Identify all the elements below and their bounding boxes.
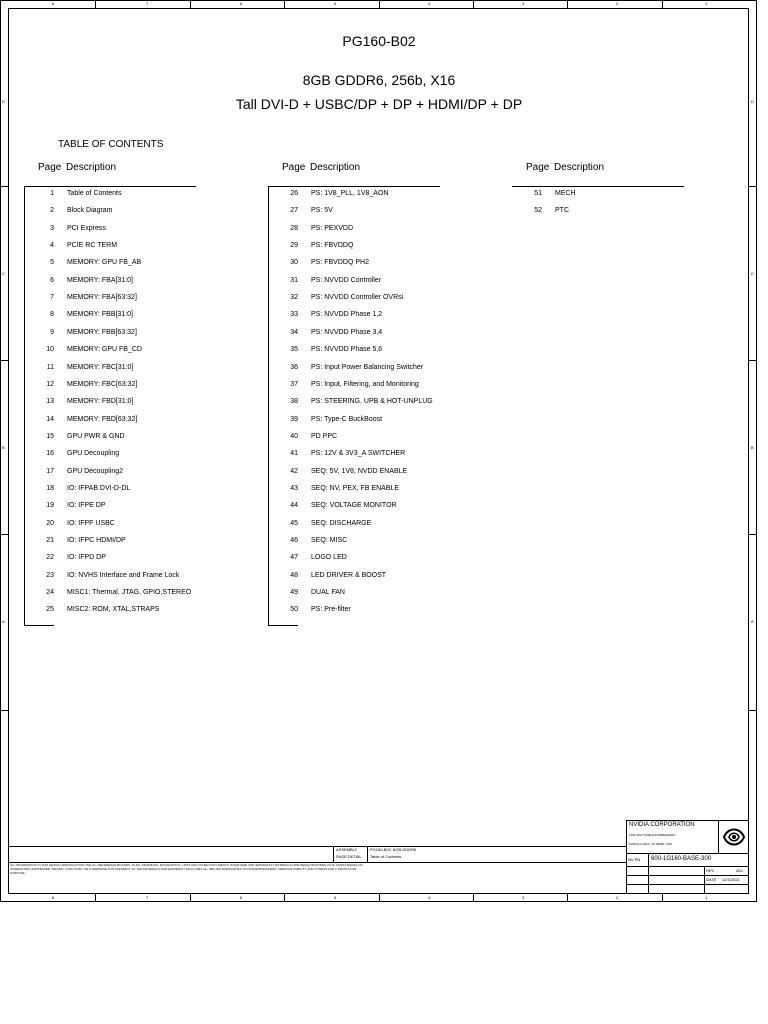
toc-entry-description: PS: NVVDD Phase 3,4	[311, 328, 383, 336]
toc-entry-page-number: 48	[290, 571, 298, 579]
zone-label: 6	[240, 895, 243, 900]
description-column-header: Description	[554, 162, 605, 173]
board-title: PG160-B02	[342, 33, 416, 49]
revision-value: A01	[736, 868, 744, 873]
toc-entry-description: SEQ: 5V, 1V8, NVDD ENABLE	[311, 467, 408, 475]
toc-entry-page-number: 18	[46, 484, 54, 492]
toc-entry-page-number: 42	[290, 467, 298, 475]
toc-entry-page-number: 33	[290, 311, 298, 319]
zone-label: 3	[522, 1, 525, 6]
toc-entry-description: SEQ: DISCHARGE	[311, 519, 372, 527]
toc-entry-page-number: 24	[46, 589, 54, 597]
toc-entry-page-number: 5	[50, 259, 54, 267]
zone-tick	[749, 534, 757, 535]
toc-entry-page-number: 45	[290, 519, 298, 527]
zone-label: B	[751, 445, 754, 450]
toc-entry-description: MISC1: Thermal, JTAG, GPIO,STEREO	[67, 589, 192, 597]
toc-entry-description: IO: IFPF USBC	[67, 519, 115, 527]
toc-entry-description: IO: NVHS Interface and Frame Lock	[67, 571, 180, 579]
toc-entry-page-number: 6	[50, 276, 54, 284]
toc-entry-page-number: 9	[50, 328, 54, 336]
toc-entry-page-number: 52	[534, 207, 542, 215]
toc-entry-description: PS: FBVDDQ	[311, 242, 354, 250]
toc-entry-description: PS: STEERING, UPB & HOT-UNPLUG	[311, 398, 433, 406]
toc-entry-page-number: 19	[46, 502, 54, 510]
toc-entry-description: MEMORY: FBA[31:0]	[67, 276, 134, 284]
zone-label: A	[751, 619, 754, 624]
zone-tick	[190, 0, 191, 8]
page-column-header: Page	[38, 162, 62, 173]
toc-entry-page-number: 39	[290, 415, 298, 423]
zone-tick	[567, 0, 568, 8]
nvidia-logo-icon	[720, 821, 748, 852]
toc-entry-description: MEMORY: FBA[63:32]	[67, 294, 137, 302]
zone-tick	[749, 360, 757, 361]
toc-entry-page-number: 43	[290, 484, 298, 492]
title-block-rule	[648, 853, 649, 894]
zone-tick	[379, 0, 380, 8]
toc-entry-description: PS: Pre-filter	[311, 606, 351, 614]
toc-entry-description: MEMORY: GPU FB_CD	[67, 346, 142, 354]
toc-entry-page-number: 47	[290, 554, 298, 562]
zone-tick	[0, 534, 8, 535]
toc-entry-description: LED DRIVER & BOOST	[311, 571, 387, 579]
description-column-header: Description	[310, 162, 361, 173]
toc-entry-description: PS: NVVDD Controller	[311, 276, 382, 284]
toc-entry-page-number: 35	[290, 346, 298, 354]
toc-entry-page-number: 29	[290, 242, 298, 250]
title-block-rule	[704, 866, 705, 894]
toc-entry-description: PCI Express	[67, 224, 106, 232]
legal-disclaimer: ALL INFORMATION IN THIS DESIGN SPECIFICATION AND ALL REFERENCE BOARDS, FILES, DRAWINGS, DIAGNOSTICS, LISTS AND OTHER DOCUMENTS (TOGETHER AND SEPARATELY MATERIALS) ARE BEING PROVIDED AS IS. NVIDIA MAKES NO WARRANTIES, EXPRESSED, IMPLIED, STATUTORY OR OTHERWISE WITH RESPECT TO THE MATERIALS AND EXPRESSLY DISCLAIMS ALL IMPLIED WARRANTIES OF NONINFRINGEMENT, MERCHANTABILITY, AND FITNESS FOR A PARTICULAR PURPOSE.	[10, 863, 363, 875]
toc-entry-page-number: 50	[290, 606, 298, 614]
zone-tick	[749, 710, 757, 711]
toc-entry-description: PD PPC	[311, 432, 338, 440]
toc-entry-description: PS: Type-C BuckBoost	[311, 415, 383, 423]
toc-entry-description: MEMORY: FBC[63:32]	[67, 380, 138, 388]
toc-entry-page-number: 2	[50, 207, 54, 215]
toc-entry-description: MECH	[555, 190, 576, 197]
toc-entry-page-number: 10	[46, 346, 54, 354]
zone-tick	[284, 0, 285, 8]
zone-tick	[0, 360, 8, 361]
zone-tick	[284, 894, 285, 902]
toc-entry-description: MEMORY: FBB[63:32]	[67, 328, 137, 336]
toc-entry-page-number: 3	[50, 224, 54, 232]
toc-entry-description: PS: FBVDDQ PH2	[311, 259, 369, 267]
zone-label: 2	[616, 1, 619, 6]
toc-heading: TABLE OF CONTENTS	[58, 139, 164, 150]
revision-label: REV	[706, 868, 715, 873]
zone-label: C	[751, 271, 754, 276]
toc-entry-page-number: 51	[534, 190, 542, 197]
zone-label: B	[2, 445, 5, 450]
zone-tick	[662, 0, 663, 8]
page-detail-label: PAGE DETAIL	[336, 854, 362, 859]
toc-entry-description: MEMORY: FBB[31:0]	[67, 311, 134, 319]
toc-entry-page-number: 23	[46, 571, 54, 579]
zone-tick	[473, 0, 474, 8]
toc-entry-description: PS: NVVDD Controller OVRsi	[311, 294, 404, 302]
zone-label: A	[2, 619, 5, 624]
zone-tick	[0, 186, 8, 187]
part-number-label: NV PN	[628, 857, 641, 862]
zone-tick	[0, 710, 8, 711]
toc-entry-description: PS: 12V & 3V3_A SWITCHER	[311, 450, 406, 458]
date-value: 12/1/2021	[722, 877, 740, 882]
toc-entry-description: MEMORY: FBD[31:0]	[67, 398, 134, 406]
zone-label: 1	[705, 895, 708, 900]
toc-entry-description: PS: 5V	[311, 207, 333, 215]
title-block-rule	[8, 846, 626, 847]
memory-config-title: 8GB GDDR6, 256b, X16	[302, 72, 456, 88]
toc-entry-description: PCIE RC TERM	[67, 242, 118, 250]
toc-entry-description: PS: NVVDD Phase 1,2	[311, 311, 383, 319]
toc-entry-page-number: 7	[50, 294, 54, 302]
header-rule	[512, 186, 684, 187]
toc-entry-page-number: 20	[46, 519, 54, 527]
company-address-line2: SANTA CLARA, CA 95050, USA	[629, 842, 673, 846]
toc-entry-description: Table of Contents	[67, 190, 122, 197]
page-column-header: Page	[526, 162, 550, 173]
assembly-label: ASSEMBLY	[336, 847, 358, 852]
toc-entry-page-number: 28	[290, 224, 298, 232]
zone-label: 4	[428, 1, 431, 6]
toc-entry-description: IO: IFPC HDMI/DP	[67, 537, 126, 544]
toc-entry-page-number: 32	[290, 294, 298, 302]
toc-entry-description: PS: NVVDD Phase 5,6	[311, 346, 383, 354]
toc-entry-description: SEQ: NV, PEX, FB ENABLE	[311, 484, 400, 492]
zone-tick	[662, 894, 663, 902]
zone-tick	[190, 894, 191, 902]
toc-entry-page-number: 11	[46, 363, 54, 371]
title-block-rule	[367, 846, 368, 862]
zone-label: 3	[522, 895, 525, 900]
toc-entry-page-number: 22	[46, 554, 54, 562]
zone-label: 5	[334, 1, 337, 6]
title-block-rule	[626, 875, 749, 876]
toc-entry-description: GPU Decoupling2	[67, 467, 124, 475]
toc-entry-page-number: 8	[50, 311, 54, 319]
toc-entry-page-number: 49	[290, 589, 298, 597]
title-block-rule	[626, 866, 749, 867]
toc-entry-page-number: 21	[46, 537, 54, 544]
zone-tick	[95, 894, 96, 902]
toc-entry-page-number: 15	[46, 432, 54, 440]
zone-label: 8	[52, 1, 55, 6]
toc-entry-page-number: 4	[50, 242, 54, 250]
toc-entry-page-number: 30	[290, 259, 298, 267]
toc-entry-description: IO: IFPAB DVI-D-DL	[67, 484, 131, 492]
zone-label: 6	[240, 1, 243, 6]
toc-entry-description: IO: IFPE DP	[67, 502, 106, 510]
toc-entry-description: DUAL FAN	[311, 589, 345, 597]
toc-entry-page-number: 25	[46, 606, 54, 614]
toc-entry-description: MEMORY: FBC[31:0]	[67, 363, 134, 371]
toc-entry-page-number: 41	[290, 450, 298, 458]
toc-entry-page-number: 36	[290, 363, 298, 371]
toc-entry-description: PS: 1V8_PLL, 1V8_AON	[311, 190, 389, 197]
zone-label: 1	[705, 1, 708, 6]
date-label: DATE	[706, 877, 717, 882]
toc-entry-page-number: 14	[46, 415, 54, 423]
toc-entry-description: PS: PEXVDD	[311, 224, 354, 232]
company-name: NVIDIA CORPORATION	[629, 822, 695, 828]
toc-entry-page-number: 16	[46, 450, 54, 458]
toc-entry-description: Block Diagram	[67, 207, 113, 215]
page-column-header: Page	[282, 162, 306, 173]
zone-label: D	[751, 99, 754, 104]
zone-tick	[95, 0, 96, 8]
display-outputs-title: Tall DVI-D + USBC/DP + DP + HDMI/DP + DP	[235, 96, 523, 112]
toc-entry-description: GPU Decoupling	[67, 450, 120, 458]
toc-entry-page-number: 17	[46, 467, 54, 475]
zone-tick	[379, 894, 380, 902]
toc-entry-description: IO: IFPD DP	[67, 554, 106, 562]
title-block-rule	[626, 853, 749, 854]
toc-entry-page-number: 46	[290, 537, 298, 544]
title-block-rule	[626, 884, 749, 885]
zone-label: D	[2, 99, 5, 104]
toc-entry-page-number: 38	[290, 398, 298, 406]
part-number-value: 600-1G160-BASE-300	[651, 856, 712, 862]
toc-entry-description: MEMORY: GPU FB_AB	[67, 259, 142, 267]
toc-entry-page-number: 40	[290, 432, 298, 440]
page-detail-value: Table of Contents	[370, 854, 402, 859]
toc-entry-description: MEMORY: FBD[63:32]	[67, 415, 138, 423]
toc-entry-page-number: 37	[290, 380, 298, 388]
toc-entry-description: LOGO LED	[311, 554, 347, 562]
company-address-line1: 2701 SAN TOMAS EXPRESSWAY	[629, 833, 676, 837]
toc-entry-description: SEQ: VOLTAGE MONITOR	[311, 502, 397, 510]
zone-label: 8	[52, 895, 55, 900]
toc-entry-description: PS: Input, Filtering, and Monitoring	[311, 380, 419, 388]
zone-label: 7	[146, 1, 149, 6]
toc-entry-page-number: 1	[50, 190, 54, 197]
toc-entry-page-number: 26	[290, 190, 298, 197]
zone-tick	[473, 894, 474, 902]
toc-entry-description: SEQ: MISC	[311, 537, 348, 544]
toc-entry-page-number: 34	[290, 328, 298, 336]
toc-entry-description: PS: Input Power Balancing Switcher	[311, 363, 424, 371]
toc-entry-page-number: 13	[46, 398, 54, 406]
description-column-header: Description	[66, 162, 117, 173]
zone-tick	[567, 894, 568, 902]
toc-entry-description: MISC2: ROM, XTAL,STRAPS	[67, 606, 160, 614]
toc-entry-page-number: 31	[290, 276, 298, 284]
zone-label: 7	[146, 895, 149, 900]
toc-entry-page-number: 12	[46, 380, 54, 388]
zone-label: 2	[616, 895, 619, 900]
toc-entry-page-number: 27	[290, 207, 298, 215]
zone-label: 5	[334, 895, 337, 900]
toc-entry-description: PTC	[555, 207, 569, 215]
toc-entry-page-number: 44	[290, 502, 298, 510]
title-block-rule	[718, 820, 719, 853]
assembly-value: PG160-B02, 8GB GDDR6	[370, 847, 417, 852]
title-block-rule	[333, 846, 334, 862]
toc-entry-description: GPU PWR & GND	[67, 432, 125, 440]
zone-tick	[749, 186, 757, 187]
zone-label: C	[2, 271, 5, 276]
zone-label: 4	[428, 895, 431, 900]
